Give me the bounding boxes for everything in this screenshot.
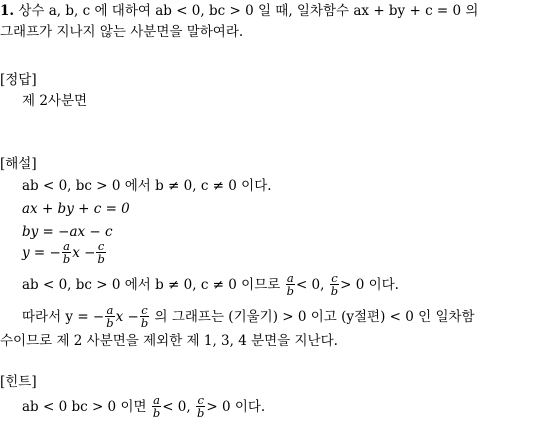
solution-line-3: by = −ax − c [22, 224, 113, 240]
solution-line-7: 수이므로 제 2 사분면을 제외한 제 1, 3, 4 분면을 지난다. [0, 333, 338, 349]
fraction-denominator: b [106, 316, 114, 330]
fraction-c-over-b [330, 272, 339, 297]
solution-line-5-suffix: > 0 이다. [340, 277, 399, 293]
problem-line-2 [0, 23, 243, 41]
fraction-a-over-b [286, 272, 295, 297]
solution-line-6-mid: x − [115, 309, 139, 325]
fraction-c-over-b [96, 240, 105, 265]
fraction-numerator: c [331, 271, 338, 285]
problem-text-2: 그래프가 지나지 않는 사분면을 말하여라. [0, 24, 244, 40]
hint-prefix: ab < 0 bc > 0 이면 [22, 399, 147, 415]
fraction-denominator: b [330, 284, 339, 298]
solution-line-5-mid: < 0, [295, 277, 329, 293]
fraction-denominator: b [62, 252, 71, 266]
answer-text: 제 2사분면 [22, 93, 88, 109]
fraction-numerator: a [106, 303, 114, 317]
solution-line-5-prefix: ab < 0, bc > 0 에서 b ≠ 0, c ≠ 0 이므로 [22, 277, 281, 293]
fraction-numerator: c [141, 303, 148, 317]
problem-number: 1. [0, 3, 15, 19]
fraction-numerator: c [197, 393, 204, 407]
fraction-c-over-b [140, 304, 149, 329]
fraction-numerator: a [63, 239, 70, 253]
fraction-numerator: a [153, 393, 160, 407]
solution-line-4-prefix: y = − [22, 245, 61, 261]
problem-line-1 [0, 2, 478, 20]
fraction-denominator: b [140, 316, 149, 330]
solution-header: [해설] [0, 156, 37, 172]
solution-line-5 [22, 270, 399, 300]
solution-line-6 [22, 302, 475, 332]
solution-line-6-prefix: 따라서 y = − [22, 309, 105, 325]
solution-line-4-mid: x − [72, 245, 96, 261]
answer-header: [정답] [0, 72, 37, 88]
fraction-a-over-b [62, 240, 71, 265]
hint-header: [힌트] [0, 374, 37, 390]
problem-text-1: 상수 a, b, c 에 대하여 ab < 0, bc > 0 일 때, 일차함수 ax + by + c = 0 의 [18, 3, 479, 19]
fraction-a-over-b [152, 394, 161, 419]
fraction-denominator: b [152, 406, 161, 420]
fraction-denominator: b [196, 406, 205, 420]
solution-line-6-suffix: 의 그래프는 (기울기) > 0 이고 (y절편) < 0 인 일차함 [154, 309, 475, 325]
fraction-numerator: c [97, 239, 105, 253]
hint-line [22, 392, 265, 422]
solution-line-1: ab < 0, bc > 0 에서 b ≠ 0, c ≠ 0 이다. [22, 178, 272, 194]
fraction-a-over-b [105, 304, 114, 329]
fraction-c-over-b [196, 394, 205, 419]
solution-line-4 [22, 238, 107, 268]
fraction-denominator: b [97, 252, 105, 266]
solution-line-2: ax + by + c = 0 [22, 201, 130, 217]
hint-suffix: > 0 이다. [206, 399, 266, 415]
fraction-numerator: a [286, 271, 294, 285]
fraction-denominator: b [286, 284, 294, 298]
hint-mid: < 0, [162, 399, 195, 415]
